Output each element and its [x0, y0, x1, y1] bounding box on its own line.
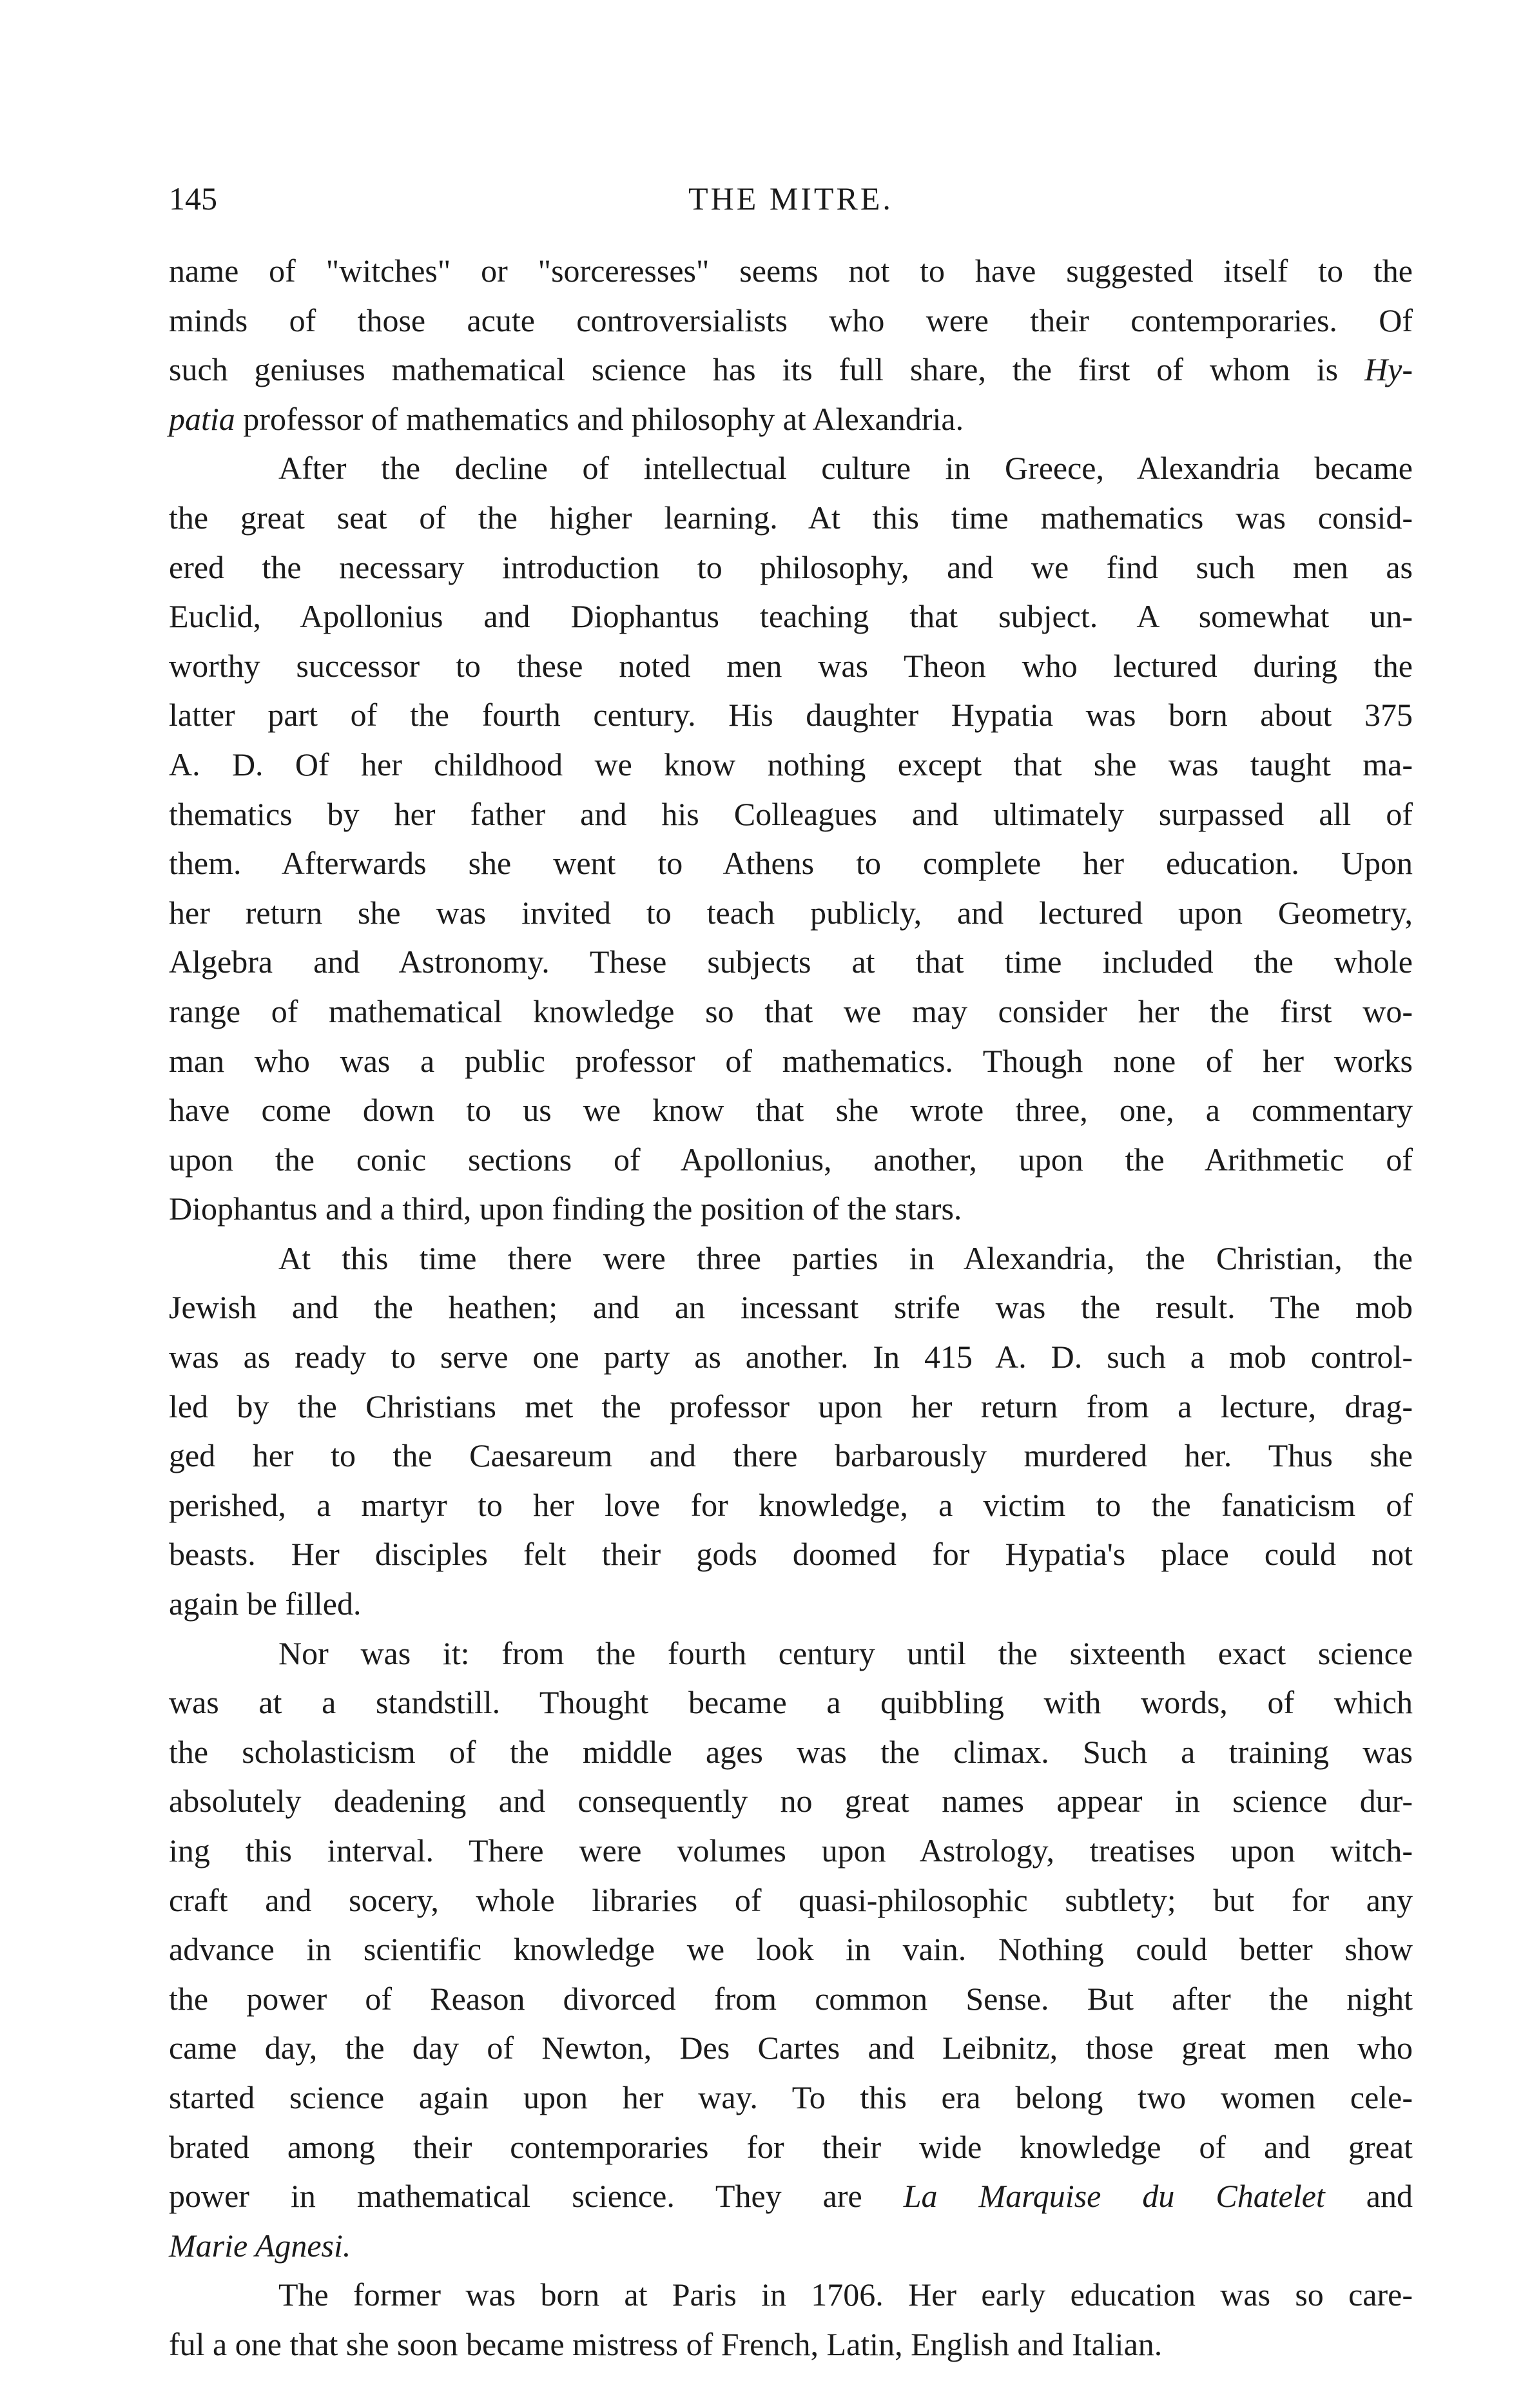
text-line: such geniuses mathematical science has its full share, the first of whom is Hy- [169, 351, 1413, 388]
page-header [169, 173, 1413, 224]
page-number: 145 [169, 180, 217, 217]
paragraph [169, 2270, 1413, 2369]
text-line: The former was born at Paris in 1706. Her early education was so care- [278, 2277, 1413, 2313]
text-line: beasts. Her disciples felt their gods doomed for Hypatia's place could not [169, 1536, 1413, 1573]
text-line: Jewish and the heathen; and an incessant strife was the result. The mob [169, 1289, 1413, 1326]
text-line: ful a one that she soon became mistress of French, Latin, English and Italian. [169, 2325, 1163, 2362]
text-line: brated among their contemporaries for their wide knowledge of and great [169, 2128, 1413, 2165]
text-line: minds of those acute controversialists who were their contemporaries. Of [169, 302, 1413, 338]
text-line: the scholasticism of the middle ages was the climax. Such a training was [169, 1733, 1413, 1770]
text-line: At this time there were three parties in Alexandria, the Christian, the [278, 1239, 1413, 1276]
text-line: absolutely deadening and consequently no great names appear in science dur- [169, 1783, 1413, 1820]
text-line: started science again upon her way. To this era belong two women cele- [169, 2079, 1413, 2115]
text-line: upon the conic sections of Apollonius, another, upon the Arithmetic of [169, 1141, 1413, 1178]
paragraph [169, 1629, 1413, 2271]
text-line: the great seat of the higher learning. At this time mathematics was consid- [169, 499, 1413, 536]
paragraph [169, 443, 1413, 1234]
text-line: name of "witches" or "sorceresses" seems not to have suggested itself to the [169, 253, 1413, 289]
text-line: was at a standstill. Thought became a quibbling with words, of which [169, 1684, 1413, 1721]
text-line: craft and socery, whole libraries of quasi-philosophic subtlety; but for any [169, 1881, 1413, 1918]
text-line: was as ready to serve one party as another. In 415 A. D. such a mob control- [169, 1339, 1413, 1375]
text-line: them. Afterwards she went to Athens to complete her education. Upon [169, 845, 1413, 882]
paragraph [169, 246, 1413, 443]
text-line: latter part of the fourth century. His daughter Hypatia was born about 375 [169, 697, 1413, 733]
text-line: advance in scientific knowledge we look in vain. Nothing could better show [169, 1931, 1413, 1968]
text-line: power in mathematical science. They are La Marquise du Chatelet and [169, 2178, 1413, 2215]
text-line: Marie Agnesi. [169, 2227, 351, 2264]
paragraph [169, 1234, 1413, 1629]
text-line: ered the necessary introduction to philosophy, and we find such men as [169, 549, 1413, 585]
text-line: the power of Reason divorced from common Sense. But after the night [169, 1980, 1413, 2017]
running-title: THE MITRE. [688, 180, 893, 217]
text-line: ged her to the Caesareum and there barbarously murdered her. Thus she [169, 1437, 1413, 1474]
text-line: worthy successor to these noted men was Theon who lectured during the [169, 647, 1413, 684]
text-line: range of mathematical knowledge so that we may consider her the first wo- [169, 993, 1413, 1029]
text-line: her return she was invited to teach publicly, and lectured upon Geometry, [169, 894, 1413, 931]
text-line: thematics by her father and his Colleagues and ultimately surpassed all of [169, 795, 1413, 832]
text-line: After the decline of intellectual culture in Greece, Alexandria became [278, 450, 1413, 487]
text-line: patia professor of mathematics and philosophy at Alexandria. [169, 400, 964, 437]
text-line: came day, the day of Newton, Des Cartes and Leibnitz, those great men who [169, 2030, 1413, 2066]
text-line: Diophantus and a third, upon finding the position of the stars. [169, 1190, 962, 1227]
text-line: ing this interval. There were volumes upon Astrology, treatises upon witch- [169, 1832, 1413, 1869]
text-line: A. D. Of her childhood we know nothing except that she was taught ma- [169, 746, 1413, 782]
text-line: perished, a martyr to her love for knowledge, a victim to the fanaticism of [169, 1486, 1413, 1523]
text-line: Euclid, Apollonius and Diophantus teaching that subject. A somewhat un- [169, 598, 1413, 635]
text-line: Algebra and Astronomy. These subjects at that time included the whole [169, 944, 1413, 980]
body-text [169, 246, 1413, 2369]
text-line: Nor was it: from the fourth century until the sixteenth exact science [278, 1635, 1413, 1671]
text-line: man who was a public professor of mathematics. Though none of her works [169, 1042, 1413, 1079]
text-line: have come down to us we know that she wrote three, one, a commentary [169, 1092, 1413, 1129]
text-line: led by the Christians met the professor upon her return from a lecture, drag- [169, 1388, 1413, 1424]
text-line: again be filled. [169, 1586, 362, 1622]
